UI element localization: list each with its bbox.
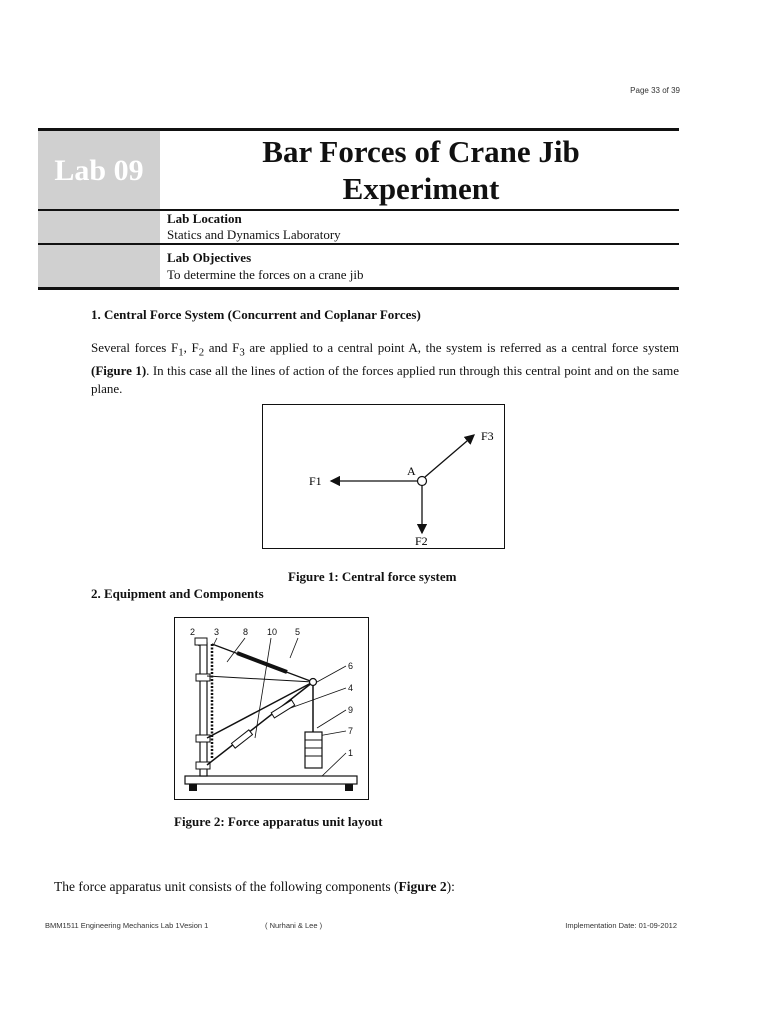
label-f1: F1 [309, 474, 322, 488]
title-line-1: Bar Forces of Crane Jib [262, 134, 580, 169]
page-title [165, 133, 677, 207]
label-a: A [407, 464, 416, 478]
figure-2 [174, 617, 369, 800]
location-value: Statics and Dynamics Laboratory [167, 227, 341, 242]
location-shade [38, 211, 160, 243]
header-bottom-rule [38, 287, 679, 290]
callout-2: 2 [190, 627, 196, 637]
central-point [418, 477, 427, 486]
figure-2-caption: Figure 2: Force apparatus unit layout [174, 814, 383, 829]
section-2-heading: 2. Equipment and Components [91, 586, 264, 601]
callout-10: 10 [267, 627, 278, 637]
force-apparatus-drawing [175, 618, 370, 801]
location-label: Lab Location [167, 211, 242, 226]
page-number: Page 33 of 39 [630, 86, 680, 95]
objectives-label: Lab Objectives [167, 250, 252, 265]
central-force-diagram [263, 405, 506, 550]
objectives-shade [38, 245, 160, 287]
section-1-heading: 1. Central Force System (Concurrent and Coplanar Forces) [91, 307, 421, 322]
footer-authors: ( Nurhani & Lee ) [265, 921, 323, 930]
callout-5: 5 [295, 627, 301, 637]
callout-7: 7 [348, 726, 354, 736]
callout-8: 8 [243, 627, 249, 637]
label-f3: F3 [481, 429, 494, 443]
title-line-2: Experiment [342, 171, 500, 206]
objectives-value: To determine the forces on a crane jib [167, 267, 364, 282]
footer-course: BMM1511 Engineering Mechanics Lab 1Vesion 1 [45, 921, 209, 930]
section-1-paragraph: Several forces $F_1$, $F_2$ and $F_3$ are applied to a central point A, the system is referred as a central force system (Figure 1). In this case all the lines of action of the forces applied run through this central point and on the same plane. [91, 340, 680, 396]
callout-6: 6 [348, 661, 354, 671]
components-intro: The force apparatus unit consists of the following components (Figure 2): [54, 879, 455, 894]
label-f2: F2 [415, 534, 428, 548]
callout-9: 9 [348, 705, 354, 715]
callout-4: 4 [348, 683, 354, 693]
force-f3-arrow [425, 435, 474, 477]
figure-1 [262, 404, 505, 549]
callout-1: 1 [348, 748, 354, 758]
lab-number: Lab 09 [54, 153, 144, 187]
figure-1-caption: Figure 1: Central force system [288, 569, 457, 584]
callout-3: 3 [214, 627, 220, 637]
lab-number-box [38, 131, 160, 210]
footer-date: Implementation Date: 01-09-2012 [565, 921, 677, 930]
